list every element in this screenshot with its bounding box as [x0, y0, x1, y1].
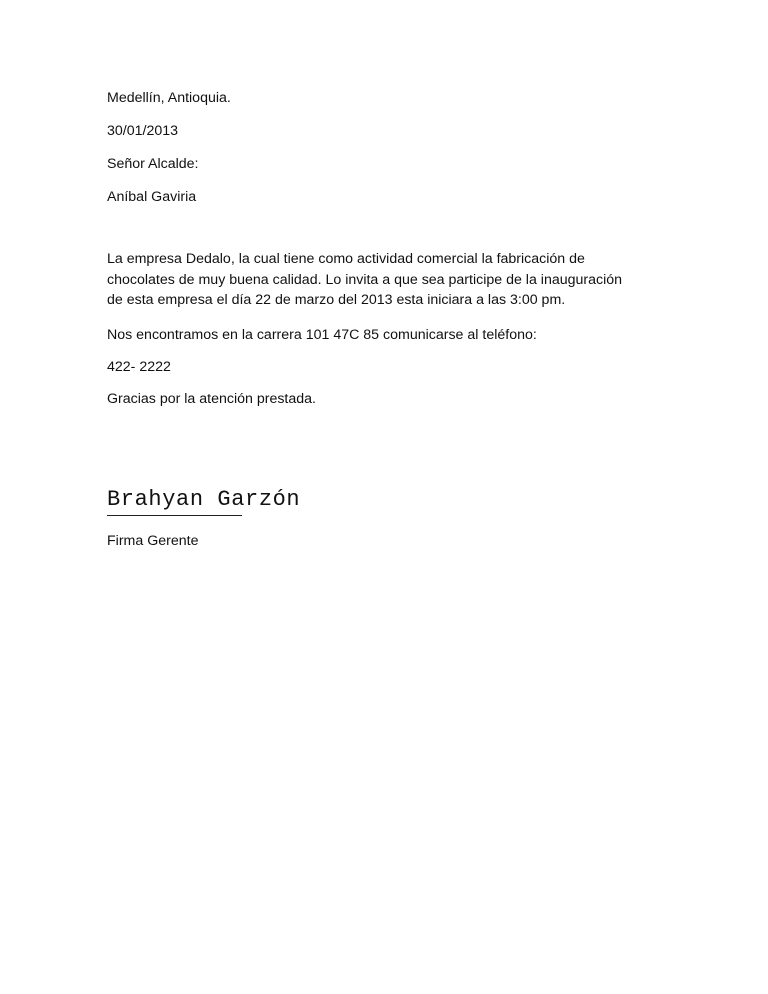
salutation-line: Señor Alcalde:: [107, 156, 199, 172]
date-line: 30/01/2013: [107, 123, 179, 139]
recipient-name: Aníbal Gaviria: [107, 189, 197, 205]
phone-number: 422- 2222: [107, 359, 171, 375]
signature-line: [107, 515, 242, 516]
place-line: Medellín, Antioquia.: [107, 90, 231, 106]
letter-body-paragraph: [107, 249, 667, 311]
body-line: de esta empresa el día 22 de marzo del 2013 esta iniciara a las 3:00 pm.: [107, 292, 566, 309]
signature-caption: Firma Gerente: [107, 533, 199, 549]
signature-name: Brahyan Garzón: [107, 487, 301, 512]
closing-line: Gracias por la atención prestada.: [107, 391, 316, 407]
body-line: chocolates de muy buena calidad. Lo invita a que sea participe de la inauguración: [107, 271, 623, 288]
body-line: La empresa Dedalo, la cual tiene como actividad comercial la fabricación de: [107, 251, 585, 267]
address-line: Nos encontramos en la carrera 101 47C 85 comunicarse al teléfono:: [107, 327, 537, 343]
